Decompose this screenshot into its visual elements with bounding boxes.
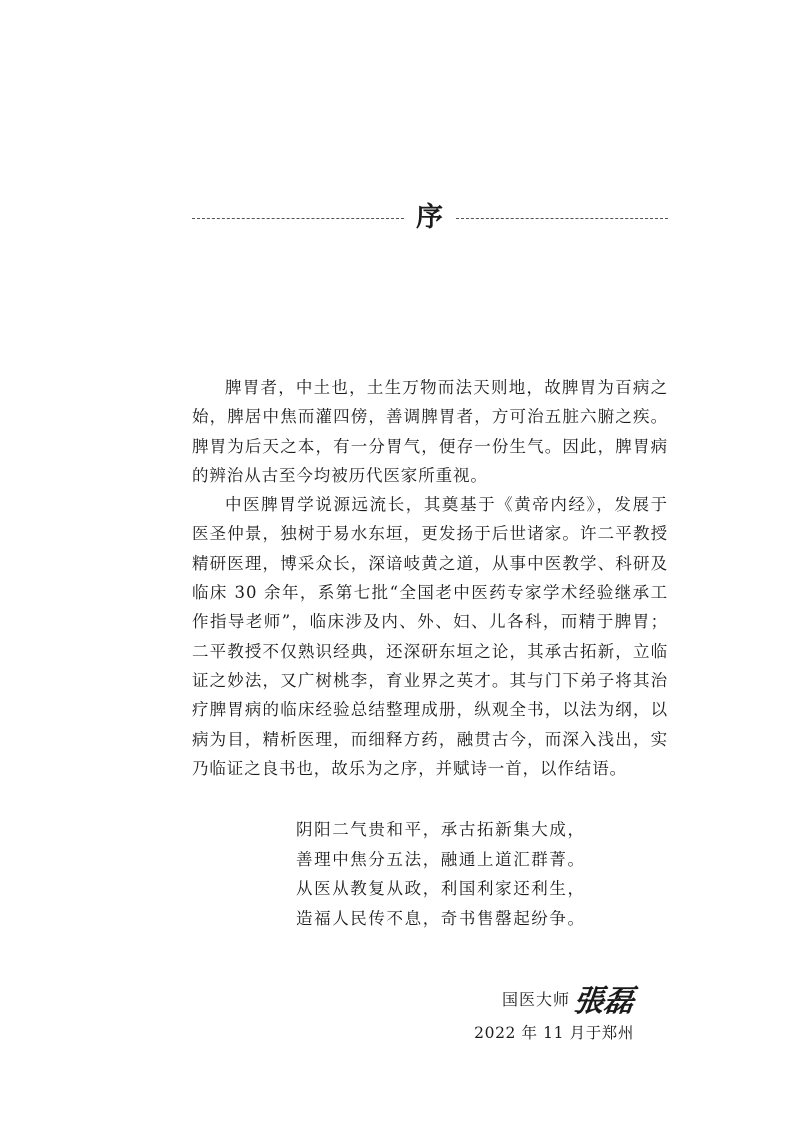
paragraph-1: 脾胃者，中土也，土生万物而法天则地，故脾胃为百病之始，脾居中焦而灌四傍，善调脾胃者，方可治五脏六腑之疾。脾胃为后天之本，有一分胃气，便存一份生气。因此，脾胃病的辨治从古至今均被历代医家所重视。 [192,378,668,485]
poem-line-2: 善理中焦分五法，融通上道汇群菁。 [296,849,586,869]
date-place: 2022 年 11 月于郑州 [474,1024,634,1042]
preface-title-row [192,196,668,240]
poem [296,815,656,933]
poem-line-3: 从医从教复从政，利国利家还利生， [296,879,586,898]
poem-line-1: 阴阳二气贵和平，承古拓新集大成， [296,820,586,839]
signature-title: 国医大师 [501,989,570,1009]
title-right-dashed-rule [456,218,668,219]
handwritten-signature: 張磊 [571,984,636,1019]
signature-row [474,980,636,1019]
paragraph-2: 中医脾胃学说源远流长，其奠基于《黄帝内经》，发展于医圣仲景，独树于易水东垣，更发扬于后世诸家。许二平教授精研医理，博采众长，深谙岐黄之道，从事中医教学、科研及临床 30 余年，系第七批“全国老中医药专家学术经验继承工作指导老师”，临床涉及内、外、妇、儿各科，而精于脾胃；二平教授不仅熟识经典，还深研东垣之论，其承古拓新，立临证之妙法，又广树桃李，育业界之英才。其与门下弟子将其治疗脾胃病的临床经验总结整理成册，纵观全书，以法为纲，以病为目，精析医理，而细释方药，融贯古今，而深入浅出，实乃临证之良书也，故乐为之序，并赋诗一首，以作结语。 [192,495,668,778]
preface-body [192,373,668,783]
title-left-dashed-rule [192,218,404,219]
signature-block [474,980,634,1048]
page-title: 序 [416,202,444,233]
poem-line-4: 造福人民传不息，奇书售罄起纷争。 [296,908,586,928]
